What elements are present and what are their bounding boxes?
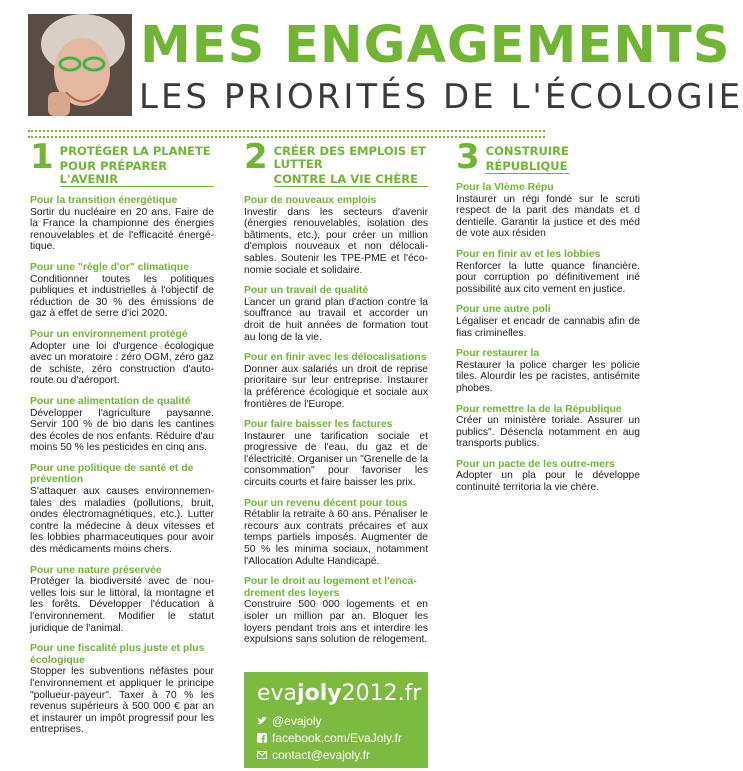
email-link[interactable]: contact@evajoly.fr: [257, 748, 370, 762]
page-title: MES ENGAGEMENTS: [140, 16, 731, 75]
page-subtitle: LES PRIORITÉS DE L'ÉCOLOGIE: [139, 77, 743, 117]
column-number: 1: [30, 137, 54, 177]
column-number: 3: [456, 137, 480, 177]
mail-icon: [257, 750, 267, 760]
column-2: [244, 137, 428, 655]
website-link[interactable]: evajoly2012.fr: [257, 681, 422, 706]
column-header: [456, 137, 640, 177]
column-title: PROTÉGER LA PLANETE POUR PRÉPARER L'AVENIR: [60, 145, 214, 187]
section: Pour de nouveaux emplois Investir dans les secteurs d'avenir (énergies renouvelables, isolation des bâtiments, etc.), pour créer un million d'emplois nouveaux et non délocalisables. Soutenir les TPE-PME et l'économie sociale et solidaire.: [244, 195, 428, 276]
column-title: CONSTRUIRE RÉPUBLIQUE: [485, 144, 569, 173]
section: Pour en finir avec les délocalisations Donner aux salariés un droit de reprise prioritaire sur leur entreprise. Instaurer la préférence écologique et sociale aux frontières de l'Europe.: [244, 352, 428, 410]
section: Pour restaurer la Restaurer la police charger les policie tiles. Alourdir les pe racistes, antisémite phobes.: [456, 348, 640, 394]
facebook-link[interactable]: facebook.com/EvaJoly.fr: [257, 731, 402, 745]
top-divider: [28, 130, 545, 132]
section: Pour un environnement protégé Adopter une loi d'urgence écologique avec un moratoire : zéro OGM, zéro gaz de schiste, zéro construction d'autoroute ou d'aéroport.: [30, 328, 214, 387]
section: Pour une alimentation de qualité Développer l'agriculture paysanne. Servir 100 % de bio dans les cantines des écoles de nos enfants. Réduire d'au moins 50 % les pesticides en cinq ans.: [30, 395, 214, 454]
section: Pour une politique de santé et de prévention S'attaquer aux causes environnementales des maladies (pollutions, bruit, ondes électromagnétiques, etc.). Lutter contre la médecine à deux vitesses et les lobbies pharmaceutiques pour avoir des médicaments moins chers.: [30, 462, 214, 556]
column-3: [456, 137, 640, 503]
section: Pour faire baisser les factures Instaurer une tarification sociale et progressive de l'eau, du gaz et de l'électricité. Organiser un "Grenelle de la consommation" pour favoriser les circuits courts et faire baisser les prix.: [244, 419, 428, 489]
section: Pour en finir av et les lobbies Renforcer la lutte quance financière. pour corruption po définitivement iné possibilité aux cito vement en justice.: [456, 248, 640, 295]
twitter-link[interactable]: @evajoly: [257, 714, 322, 728]
section: Pour la VIème Répu Instaurer un régi fondé sur le scruti respect de la parit des mandats et d dentielle. Garantir la justice et des méd de vote aux résiden: [456, 182, 640, 240]
column-header: [244, 137, 428, 187]
section: Pour un revenu décent pour tous Rétablir la retraite à 60 ans. Pénaliser le recours aux contrats précaires et aux temps partiels imposés. Augmenter de 50 % les minima sociaux, notamment l'Allocation Adulte Handicapé.: [244, 497, 428, 567]
twitter-icon: [257, 716, 267, 726]
section: Pour le droit au logement et l'encadrement des loyers Construire 500 000 logements et en isoler un million par an. Bloquer les loyers pendant trois ans et interdire les expulsions sans solution de relogement.: [244, 576, 428, 646]
column-1: [30, 137, 214, 745]
column-title: CRÉER DES EMPLOIS ET LUTTER CONTRE LA VIE CHÈRE: [274, 145, 428, 187]
facebook-icon: [257, 733, 267, 743]
column-header: [30, 137, 214, 187]
section: Pour une nature préservée Protéger la biodiversité avec de nouvelles lois sur le littoral, la montagne et les forêts. Développer l'éducation à l'environnement. Modifier le statut juridique de l'animal.: [30, 564, 214, 634]
section: Pour une fiscalité plus juste et plus écologique Stopper les subventions néfastes pour l'environnement et appliquer le principe "pollueur-payeur". Taxer à 70 % les revenus supérieurs à 500 000 € par an et instaurer un impôt progressif pour les entreprises.: [30, 643, 214, 736]
section: Pour une "règle d'or" climatique Conditionner toutes les politiques publiques et industrielles à l'objectif de réduction de 30 % des émissions de gaz à effet de serre d'ici 2020.: [30, 261, 214, 320]
portrait-image: [28, 14, 132, 116]
contact-box: [244, 672, 428, 768]
section: Pour un travail de qualité Lancer un grand plan d'action contre la souffrance au travail et accorder un droit de huit années de formation tout au long de la vie.: [244, 285, 428, 343]
section: Pour une autre poli Légaliser et encadr de cannabis afin de fias criminelles.: [456, 304, 640, 339]
section: Pour remettre la de la République Créer un ministère toriale. Assurer un publics". Désencla notamment en aug transports publics.: [456, 403, 640, 450]
column-number: 2: [244, 137, 268, 177]
candidate-photo: [28, 14, 132, 116]
section: Pour la transition énergétique Sortir du nucléaire en 20 ans. Faire de la France la championne des énergies renouvelables et de l'efficacité énergétique.: [30, 195, 214, 253]
section: Pour un pacte de les outre-mers Adopter un pla pour le développe continuité territoria la vie chère.: [456, 458, 640, 494]
